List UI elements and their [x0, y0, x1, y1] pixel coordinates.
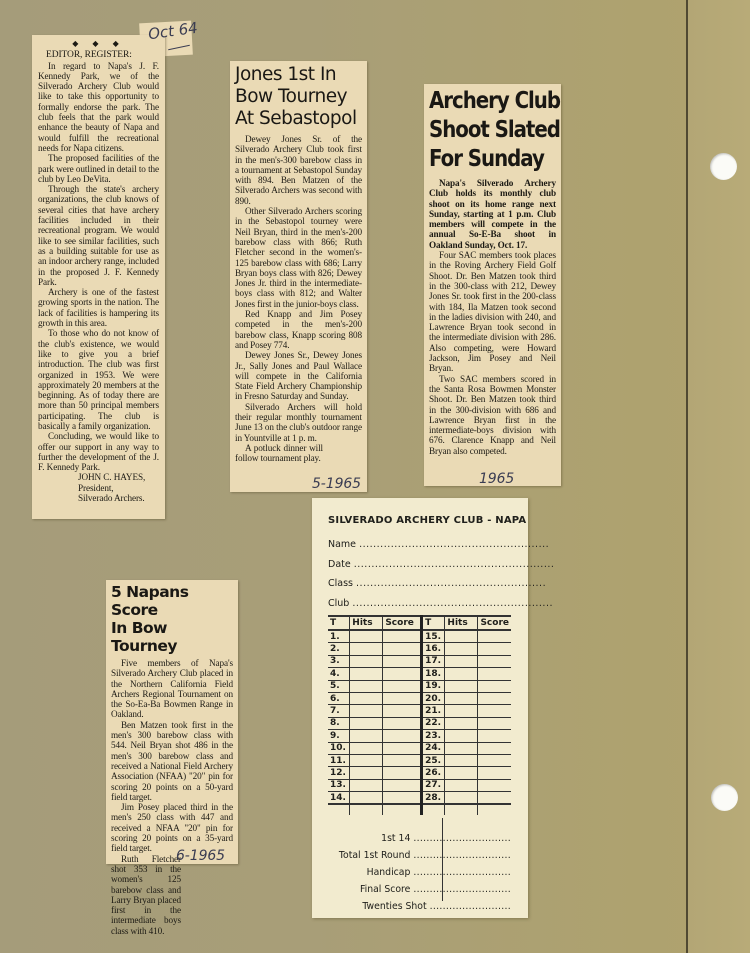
hits-cell[interactable]	[445, 754, 478, 766]
hits-cell[interactable]	[350, 730, 383, 742]
score-cell[interactable]	[383, 630, 422, 643]
score-table	[328, 615, 511, 815]
score-table-tail	[328, 804, 511, 815]
headline-line: Jones 1st In	[235, 64, 337, 85]
headline-line: In Bow Tourney	[111, 619, 177, 655]
score-row	[328, 742, 511, 754]
paragraph: Dewey Jones Sr., Dewey Jones Jr., Sally Jones and Paul Wallace will compete in the California State Field Archery Championship in Fresno Saturday and Sunday.	[235, 350, 362, 402]
paragraph: A potluck dinner will follow tournament play.	[235, 442, 323, 464]
score-cell[interactable]	[478, 792, 511, 805]
score-cell[interactable]	[478, 730, 511, 742]
score-cell[interactable]	[478, 680, 511, 692]
archery-score-card	[312, 498, 555, 918]
target-number: 8.	[328, 717, 350, 729]
paragraph: Silverado Archers will hold their regular monthly tournament June 13 on the club's outdoor range in Yountville at 1 p. m.	[235, 401, 362, 443]
target-number: 5.	[328, 680, 350, 692]
hits-cell[interactable]	[445, 643, 478, 655]
target-number: 22.	[422, 717, 445, 729]
column-header-hits: Hits	[350, 616, 383, 630]
name-label: Name	[328, 539, 357, 550]
score-cell[interactable]	[478, 754, 511, 766]
score-cell[interactable]	[478, 655, 511, 667]
score-cell[interactable]	[383, 730, 422, 742]
signature-name: JOHN C. HAYES,	[78, 472, 146, 483]
club-field[interactable]	[328, 598, 553, 609]
score-row	[328, 792, 511, 805]
target-number: 19.	[422, 680, 445, 692]
hits-cell[interactable]	[445, 779, 478, 791]
score-cell[interactable]	[383, 705, 422, 717]
score-row	[328, 779, 511, 791]
date-blank[interactable]: .........................................................	[353, 559, 555, 570]
score-cell[interactable]	[383, 767, 422, 779]
hits-cell[interactable]	[350, 630, 383, 643]
target-number: 24.	[422, 742, 445, 754]
signature-title: President,	[78, 482, 114, 493]
tail-cell	[478, 804, 511, 815]
score-row	[328, 630, 511, 643]
total-blank[interactable]: ..............................	[413, 850, 511, 861]
target-number: 27.	[422, 779, 445, 791]
score-cell[interactable]	[383, 754, 422, 766]
total-label: Handicap	[366, 867, 411, 878]
hits-cell[interactable]	[350, 692, 383, 704]
paragraph: Through the state's archery organizations, the club knows of several cities that have archery facilities included in their recreational program. We would like to see similar facilities, such as a building suitable for use as an indoor archery range, included in the proposed J. F. Kennedy Park.	[38, 184, 159, 287]
hits-cell[interactable]	[445, 792, 478, 805]
hits-cell[interactable]	[350, 767, 383, 779]
score-cell[interactable]	[383, 655, 422, 667]
target-number: 2.	[328, 643, 350, 655]
target-number: 23.	[422, 730, 445, 742]
score-cell[interactable]	[383, 717, 422, 729]
tail-cell	[422, 804, 445, 815]
score-cell[interactable]	[383, 643, 422, 655]
handwritten-date: 1965	[479, 470, 515, 487]
target-number: 9.	[328, 730, 350, 742]
date-field[interactable]	[328, 559, 555, 570]
hits-cell[interactable]	[445, 730, 478, 742]
target-number: 18.	[422, 668, 445, 680]
name-blank[interactable]: ......................................................	[359, 539, 550, 550]
column-header-score: Score	[478, 616, 511, 630]
clipping-five-napans	[106, 580, 238, 936]
score-cell[interactable]	[478, 779, 511, 791]
card-title: SILVERADO ARCHERY CLUB - NAPA	[328, 515, 527, 526]
paragraph: Five members of Napa's Silverado Archery Club placed in the Northern California Field Archers Regional Tournament on the So-Ea-Ba Bowmen Range in Oakland.	[111, 658, 233, 720]
page-fold-line	[686, 0, 688, 953]
score-row	[328, 754, 511, 766]
target-number: 10.	[328, 742, 350, 754]
target-number: 3.	[328, 655, 350, 667]
tail-cell	[383, 804, 422, 815]
target-number: 21.	[422, 705, 445, 717]
name-field[interactable]	[328, 539, 550, 550]
score-row	[328, 643, 511, 655]
column-header-score: Score	[383, 616, 422, 630]
ornament: ◆ ◆ ◆	[72, 39, 125, 48]
total-blank[interactable]: ..............................	[413, 833, 511, 844]
score-row	[328, 655, 511, 667]
paragraph: Four SAC members took places in the Roving Archery Field Golf Shoot. Dr. Ben Matzen took third in the 300-class with 212, Dewey Jones Sr. took first in the 200-class with 184, Ila Matzen took second in the ladies division with 240, and Lawrence Bryan took second in the intermediate division with 286. Also competing, were Howard Jackson, Jim Posey and Neil Bryan.	[429, 250, 556, 374]
class-label: Class	[328, 578, 353, 589]
total-blank[interactable]: ..............................	[413, 884, 511, 895]
score-cell[interactable]	[383, 742, 422, 754]
hits-cell[interactable]	[350, 779, 383, 791]
salutation: EDITOR, REGISTER:	[46, 50, 132, 61]
tail-cell	[445, 804, 478, 815]
score-cell[interactable]	[478, 742, 511, 754]
paragraph: Ben Matzen took first in the men's 300 barebow class with 544. Neil Bryan shot 486 in the men's 300 barebow class and received a National Field Archery Association (NFAA) "20" pin for scoring 20 points on a 50-yard field target.	[111, 719, 233, 802]
target-number: 20.	[422, 692, 445, 704]
score-cell[interactable]	[383, 668, 422, 680]
target-number: 14.	[328, 792, 350, 805]
hits-cell[interactable]	[350, 717, 383, 729]
paragraph: Concluding, we would like to offer our support in any way to further the development of the J. F. Kennedy Park.	[38, 431, 159, 473]
target-number: 17.	[422, 655, 445, 667]
headline-line: Archery Club	[429, 88, 560, 114]
hits-cell[interactable]	[350, 792, 383, 805]
hits-cell[interactable]	[350, 643, 383, 655]
date-label: Date	[328, 559, 351, 570]
paragraph: In regard to Napa's J. F. Kennedy Park, we of the Silverado Archery Club would like to take this opportunity to formally endorse the park. The club feels that the park would enhance the beauty of Napa and would fulfill the recreational needs for Napa citizens.	[38, 60, 159, 153]
paragraph: To those who do not know of the club's existence, we would like to give you a brief introduction. The club was first organized in 1953. We were approximately 20 members at the beginning. As of today there are more than 50 principal members participating. The club is basically a family organization.	[38, 328, 159, 431]
headline	[235, 64, 362, 130]
total-blank[interactable]: ..............................	[413, 867, 511, 878]
target-number: 7.	[328, 705, 350, 717]
clipping-shoot-slated	[424, 84, 561, 486]
headline-line: For Sunday	[429, 146, 544, 172]
score-cell[interactable]	[478, 692, 511, 704]
total-first-round[interactable]	[339, 850, 511, 861]
score-cell[interactable]	[478, 705, 511, 717]
total-final-score[interactable]	[360, 884, 511, 895]
target-number: 13.	[328, 779, 350, 791]
score-cell[interactable]	[383, 792, 422, 805]
score-row	[328, 692, 511, 704]
paragraph: Archery is one of the fastest growing sports in the nation. The lack of facilities is hampering its growth in this area.	[38, 287, 159, 329]
club-blank[interactable]: .........................................................	[352, 598, 553, 609]
target-number: 12.	[328, 767, 350, 779]
hits-cell[interactable]	[350, 742, 383, 754]
score-row	[328, 730, 511, 742]
binder-hole-top	[710, 153, 737, 180]
target-number: 15.	[422, 630, 445, 643]
paragraph: Red Knapp and Jim Posey competed in the men's-200 barebow class, Knapp scoring 808 and Posey 774.	[235, 309, 362, 350]
paragraph: Napa's Silverado Archery Club holds its monthly club shoot on its home range next Sunday, starting at 1 p.m. Club members will compete in the annual So-E-Ba shoot in Oakland Sunday, Oct. 17.	[429, 178, 556, 250]
target-number: 25.	[422, 754, 445, 766]
score-cell[interactable]	[478, 717, 511, 729]
class-field[interactable]	[328, 578, 547, 589]
total-label: 1st 14	[381, 833, 411, 844]
total-first-14[interactable]	[381, 833, 511, 844]
hits-cell[interactable]	[445, 717, 478, 729]
class-blank[interactable]: ......................................................	[356, 578, 547, 589]
headline-line: Bow Tourney	[235, 86, 348, 107]
total-blank[interactable]: .........................	[429, 901, 511, 912]
score-table-header	[328, 616, 511, 630]
hits-cell[interactable]	[445, 668, 478, 680]
total-handicap[interactable]	[367, 867, 511, 878]
tail-cell	[328, 804, 350, 815]
column-header-target: T	[422, 616, 445, 630]
total-label: Final Score	[359, 884, 411, 895]
paragraph: Jim Posey placed third in the men's 250 class with 447 and received a NFAA "20" pin for scoring 20 points on a 35-yard field target.	[111, 802, 233, 854]
paragraph: Ruth Fletcher shot 353 in the women's 125 barebow class and Larry Bryan placed first in the intermediate boys class with 410.	[111, 853, 181, 936]
hits-cell[interactable]	[445, 767, 478, 779]
hits-cell[interactable]	[350, 705, 383, 717]
score-row	[328, 705, 511, 717]
hits-cell[interactable]	[350, 754, 383, 766]
score-row	[328, 767, 511, 779]
paragraph: Dewey Jones Sr. of the Silverado Archery Club took first in the men's-300 barebow class in a tournament at Sebastopol Sunday with 894. Ben Matzen of the Silverado Archers was second with 890.	[235, 134, 362, 206]
hits-cell[interactable]	[445, 705, 478, 717]
club-label: Club	[328, 598, 350, 609]
paragraph: Other Silverado Archers scoring in the Sebastopol tourney were Neil Bryan, third in the men's-200 barebow class with 866; Ruth Fletcher second in the women's-125 barebow class with 686; Larry Bryan boys class with 826; Dewey Jones Jr. third in the intermediate-boys class with 812; and Walter Jones first in the junior-boys class.	[235, 206, 362, 309]
hits-cell[interactable]	[350, 680, 383, 692]
headline	[111, 583, 233, 655]
headline-line: 5 Napans Score	[111, 583, 189, 619]
score-row	[328, 668, 511, 680]
hits-cell[interactable]	[350, 655, 383, 667]
target-number: 4.	[328, 668, 350, 680]
target-number: 6.	[328, 692, 350, 704]
handwritten-date: 6-1965	[176, 847, 225, 864]
headline	[429, 87, 560, 174]
score-cell[interactable]	[478, 668, 511, 680]
hits-cell[interactable]	[445, 742, 478, 754]
signature-org: Silverado Archers.	[78, 493, 145, 504]
paragraph: The proposed facilities of the park were outlined in detail to the club by Leo DeVita.	[38, 153, 159, 184]
hits-cell[interactable]	[445, 655, 478, 667]
target-number: 28.	[422, 792, 445, 805]
target-number: 1.	[328, 630, 350, 643]
handwritten-date: 5-1965	[312, 475, 361, 492]
score-cell[interactable]	[478, 767, 511, 779]
score-cell[interactable]	[383, 692, 422, 704]
clipping-jones-sebastopol	[230, 61, 367, 492]
clipping-letter-to-editor	[32, 35, 165, 519]
total-label: Total 1st Round	[338, 850, 411, 861]
hits-cell[interactable]	[350, 668, 383, 680]
total-twenties-shot[interactable]	[362, 901, 511, 912]
headline-line: Shoot Slated	[429, 117, 560, 143]
score-row	[328, 680, 511, 692]
hits-cell[interactable]	[445, 630, 478, 643]
score-cell[interactable]	[478, 643, 511, 655]
target-number: 26.	[422, 767, 445, 779]
target-number: 16.	[422, 643, 445, 655]
headline-line: At Sebastopol	[235, 108, 357, 129]
score-cell[interactable]	[383, 779, 422, 791]
score-cell[interactable]	[383, 680, 422, 692]
hits-cell[interactable]	[445, 680, 478, 692]
paragraph: Two SAC members scored in the Santa Rosa Bowmen Monster Shoot. Dr. Ben Matzen took third in the 300-division with 686 and Lawrence Bryan first in the intermediate-boys division with 676. Clarence Knapp and Neil Bryan also competed.	[429, 373, 556, 456]
column-header-target: T	[328, 616, 350, 630]
score-row	[328, 717, 511, 729]
tail-cell	[350, 804, 383, 815]
target-number: 11.	[328, 754, 350, 766]
hits-cell[interactable]	[445, 692, 478, 704]
score-cell[interactable]	[478, 630, 511, 643]
handwritten-date-note: Oct 64	[146, 18, 199, 44]
total-label: Twenties Shot	[362, 901, 427, 912]
binder-hole-bottom	[711, 784, 738, 811]
column-header-hits: Hits	[445, 616, 478, 630]
